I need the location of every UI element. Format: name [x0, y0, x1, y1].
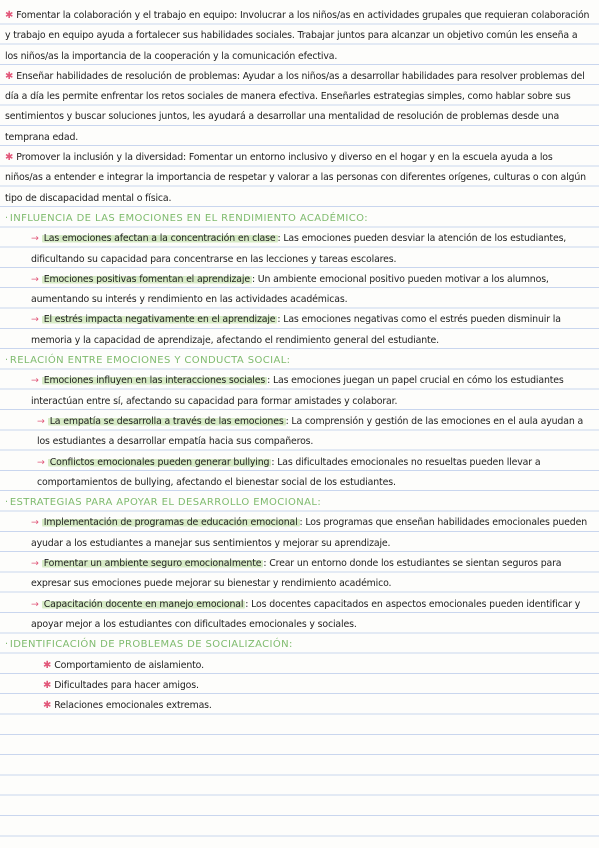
star-bullet-icon: ✱	[43, 659, 52, 671]
heading-text: IDENTIFICACIÓN DE PROBLEMAS DE SOCIALIZACIÓN:	[9, 639, 293, 651]
list-item	[5, 656, 593, 676]
highlighted-title: Emociones positivas fomentan el aprendizaje	[43, 273, 250, 285]
list-item	[5, 696, 593, 716]
item-text: : La comprensión y gestión de las emociones en el aula ayudan a los estudiantes a desarrollar empatía hacia sus compañeros.	[37, 415, 584, 448]
heading-text: INFLUENCIA DE LAS EMOCIONES EN EL RENDIMIENTO ACADÉMICO:	[9, 212, 368, 224]
intro-item	[5, 67, 593, 148]
highlighted-title: Emociones influyen en las interacciones sociales	[43, 375, 266, 387]
arrow-item	[5, 371, 593, 412]
star-bullet-icon: ✱	[43, 700, 52, 712]
item-text: : Fomentar un entorno inclusivo y diverso en el hogar y en la escuela ayuda a los niños/as a entender e integrar la importancia de respetar y valorar a las personas con diferentes orígenes, culturas o con algún tipo de discapacidad mental o física.	[5, 152, 586, 204]
section-heading	[5, 493, 593, 513]
intro-item	[5, 6, 593, 67]
arrow-icon: →	[31, 375, 39, 387]
section-heading	[5, 351, 593, 371]
arrow-item	[5, 229, 593, 270]
item-text: : Ayudar a los niños/as a desarrollar habilidades para resolver problemas del día a día les permite enfrentar los retos sociales de manera efectiva. Enseñarles estrategias simples, como hablar sobre sus sentimientos y buscar soluciones juntos, les ayudará a desarrollar una mentalidad de resolución de problemas desde una temprana edad.	[5, 70, 585, 143]
item-text: : Los programas que enseñan habilidades emocionales pueden ayudar a los estudiantes a manejar sus sentimientos y mejorar su aprendizaje.	[31, 517, 587, 549]
arrow-item	[5, 554, 593, 595]
arrow-item	[5, 270, 593, 311]
heading-text: RELACIÓN ENTRE EMOCIONES Y CONDUCTA SOCIAL:	[9, 355, 291, 367]
arrow-item	[5, 453, 593, 494]
item-text: : Los docentes capacitados en aspectos emocionales pueden identificar y apoyar mejor a los estudiantes con dificultades emocionales y sociales.	[31, 598, 581, 630]
item-text: : Las dificultades emocionales no resueltas pueden llevar a comportamientos de bullying, afectando el bienestar social de los estudiantes.	[37, 456, 541, 488]
highlighted-title: La empatía se desarrolla a través de las emociones	[49, 415, 284, 427]
dot-bullet-icon: ·	[5, 639, 8, 651]
star-bullet-icon: ✱	[5, 70, 14, 82]
arrow-icon: →	[31, 273, 39, 285]
highlighted-title: Las emociones afectan a la concentración en clase	[43, 233, 276, 245]
item-text: : Las emociones juegan un papel crucial en cómo los estudiantes interactúan entre sí, afectando su capacidad para formar amistades y colaborar.	[31, 375, 564, 407]
arrow-item	[5, 310, 593, 351]
list-item-text: Comportamiento de aislamiento.	[54, 659, 204, 671]
item-text: : Las emociones pueden desviar la atención de los estudiantes, dificultando su capacidad para concentrarse en las lecciones y tareas escolares.	[31, 233, 567, 265]
arrow-icon: →	[31, 314, 39, 326]
section-heading	[5, 635, 593, 655]
arrow-icon: →	[37, 456, 45, 468]
intro-item	[5, 148, 593, 209]
arrow-item	[5, 412, 593, 453]
star-bullet-icon: ✱	[5, 152, 14, 164]
arrow-icon: →	[37, 415, 45, 427]
arrow-item	[5, 513, 593, 554]
arrow-icon: →	[31, 598, 39, 610]
heading-text: ESTRATEGIAS PARA APOYAR EL DESARROLLO EMOCIONAL:	[9, 497, 322, 509]
dot-bullet-icon: ·	[5, 497, 8, 509]
section-heading	[5, 209, 593, 229]
arrow-icon: →	[31, 517, 39, 529]
highlighted-title: Conflictos emocionales pueden generar bullying	[49, 456, 270, 468]
list-item-text: Relaciones emocionales extremas.	[54, 700, 212, 712]
arrow-icon: →	[31, 558, 39, 570]
star-bullet-icon: ✱	[5, 10, 14, 21]
dot-bullet-icon: ·	[5, 212, 8, 224]
item-title: Promover la inclusión y la diversidad	[16, 152, 184, 164]
notes-content	[5, 6, 593, 716]
list-item	[5, 676, 593, 696]
arrow-icon: →	[31, 233, 39, 245]
highlighted-title: Fomentar un ambiente seguro emocionalmente	[43, 558, 262, 570]
item-text: : Involucrar a los niños/as en actividades grupales que requieran colaboración y trabajo en equipo ayuda a fortalecer sus habilidades sociales. Trabajar juntos para alcanzar un objetivo común les enseña a los niños/as la importancia de la cooperación y la comunicación efectiva.	[5, 10, 590, 62]
star-bullet-icon: ✱	[43, 679, 52, 691]
item-text: : Un ambiente emocional positivo pueden motivar a los alumnos, aumentando su interés y rendimiento en las actividades académicas.	[31, 273, 549, 306]
item-title: Fomentar la colaboración y el trabajo en equipo	[16, 10, 235, 21]
highlighted-title: Capacitación docente en manejo emocional	[43, 598, 244, 610]
list-item-text: Dificultades para hacer amigos.	[54, 679, 199, 691]
highlighted-title: El estrés impacta negativamente en el aprendizaje	[43, 314, 276, 326]
arrow-item	[5, 595, 593, 636]
dot-bullet-icon: ·	[5, 355, 8, 367]
item-text: : Crear un entorno donde los estudiantes se sientan seguros para expresar sus emociones puede mejorar su bienestar y rendimiento académico.	[31, 558, 562, 590]
item-title: Enseñar habilidades de resolución de problemas	[16, 70, 237, 82]
highlighted-title: Implementación de programas de educación emocional	[43, 517, 298, 529]
item-text: : Las emociones negativas como el estrés pueden disminuir la memoria y la capacidad de aprendizaje, afectando el rendimiento general del estudiante.	[31, 314, 561, 346]
